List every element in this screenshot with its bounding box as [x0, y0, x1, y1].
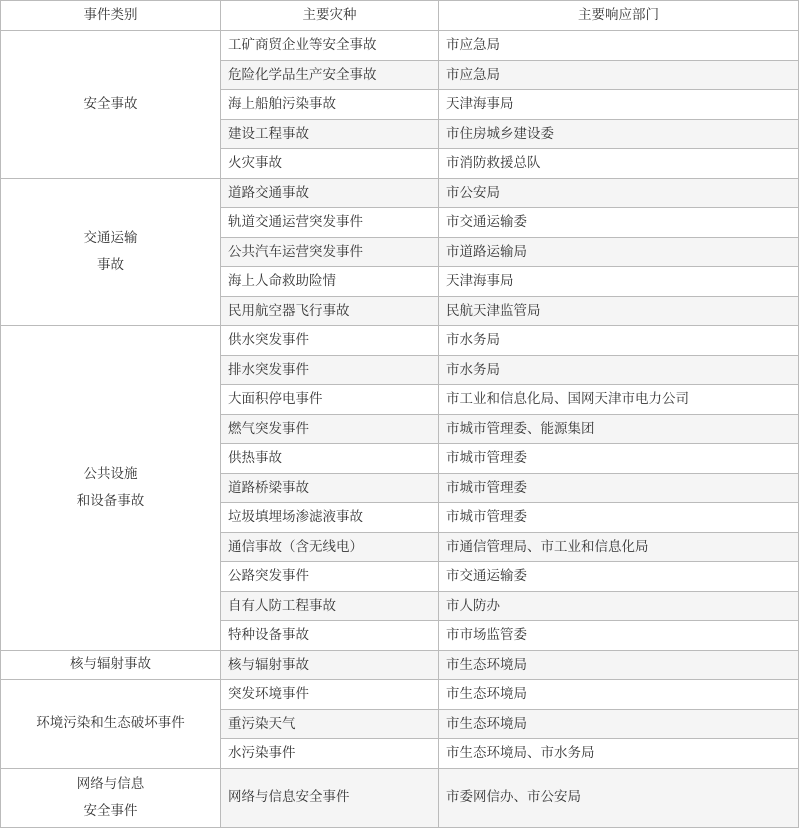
- response-department-cell: 市消防救援总队: [439, 149, 799, 179]
- response-department-cell: 市住房城乡建设委: [439, 119, 799, 149]
- response-department-cell: 市应急局: [439, 60, 799, 90]
- response-department-cell: 市城市管理委: [439, 503, 799, 533]
- hazard-cell: 突发环境事件: [221, 680, 439, 710]
- response-department-cell: 市公安局: [439, 178, 799, 208]
- response-department-cell: 市道路运输局: [439, 237, 799, 267]
- event-category-label: 事故: [97, 256, 124, 273]
- response-department-cell: 市委网信办、市公安局: [439, 768, 799, 827]
- event-category-cell: [1, 680, 221, 769]
- hazard-cell: 海上人命救助险情: [221, 267, 439, 297]
- header-event-category: 事件类别: [1, 1, 221, 31]
- table-header: [1, 1, 799, 31]
- response-department-cell: 市通信管理局、市工业和信息化局: [439, 532, 799, 562]
- hazard-cell: 特种设备事故: [221, 621, 439, 651]
- header-response-department: 主要响应部门: [439, 1, 799, 31]
- event-category-label: 环境污染和生态破坏事件: [36, 715, 185, 732]
- hazard-cell: 排水突发事件: [221, 355, 439, 385]
- hazard-cell: 海上船舶污染事故: [221, 90, 439, 120]
- hazard-cell: 道路桥梁事故: [221, 473, 439, 503]
- response-department-cell: 市水务局: [439, 326, 799, 356]
- response-department-cell: 天津海事局: [439, 90, 799, 120]
- header-row: [1, 1, 799, 31]
- response-department-cell: 市交通运输委: [439, 562, 799, 592]
- hazard-cell: 大面积停电事件: [221, 385, 439, 415]
- response-department-cell: 市水务局: [439, 355, 799, 385]
- response-department-cell: 市生态环境局、市水务局: [439, 739, 799, 769]
- event-category-label: 交通运输: [83, 229, 138, 246]
- hazard-cell: 垃圾填埋场渗滤液事故: [221, 503, 439, 533]
- response-department-cell: 市城市管理委: [439, 444, 799, 474]
- hazard-cell: 自有人防工程事故: [221, 591, 439, 621]
- response-department-cell: 市生态环境局: [439, 680, 799, 710]
- hazard-cell: 公共汽车运营突发事件: [221, 237, 439, 267]
- response-department-cell: 市生态环境局: [439, 709, 799, 739]
- event-category-cell: [1, 768, 221, 827]
- header-main-hazard: 主要灾种: [221, 1, 439, 31]
- event-category-label: 网络与信息: [76, 775, 145, 792]
- response-department-cell: 市工业和信息化局、国网天津市电力公司: [439, 385, 799, 415]
- event-category-label: 安全事件: [83, 802, 138, 819]
- hazard-cell: 通信事故（含无线电）: [221, 532, 439, 562]
- event-category-label: 核与辐射事故: [70, 656, 151, 673]
- hazard-cell: 网络与信息安全事件: [221, 768, 439, 827]
- table-row: [1, 178, 799, 208]
- event-category-cell: [1, 31, 221, 179]
- hazard-cell: 重污染天气: [221, 709, 439, 739]
- hazard-cell: 民用航空器飞行事故: [221, 296, 439, 326]
- hazard-cell: 核与辐射事故: [221, 650, 439, 680]
- response-department-cell: 市交通运输委: [439, 208, 799, 238]
- response-department-cell: 民航天津监管局: [439, 296, 799, 326]
- hazard-cell: 轨道交通运营突发事件: [221, 208, 439, 238]
- response-department-cell: 市人防办: [439, 591, 799, 621]
- table-row: [1, 650, 799, 680]
- hazard-cell: 危险化学品生产安全事故: [221, 60, 439, 90]
- response-department-cell: 市应急局: [439, 31, 799, 61]
- event-category-cell: [1, 650, 221, 680]
- hazard-cell: 公路突发事件: [221, 562, 439, 592]
- hazard-cell: 工矿商贸企业等安全事故: [221, 31, 439, 61]
- hazard-cell: 供热事故: [221, 444, 439, 474]
- hazard-cell: 道路交通事故: [221, 178, 439, 208]
- response-department-cell: 天津海事局: [439, 267, 799, 297]
- hazard-cell: 水污染事件: [221, 739, 439, 769]
- event-category-cell: [1, 326, 221, 651]
- event-category-label: 公共设施: [83, 465, 138, 482]
- response-department-cell: 市生态环境局: [439, 650, 799, 680]
- hazard-cell: 建设工程事故: [221, 119, 439, 149]
- table-body: [1, 31, 799, 828]
- hazard-cell: 火灾事故: [221, 149, 439, 179]
- response-department-cell: 市市场监管委: [439, 621, 799, 651]
- table-row: [1, 680, 799, 710]
- table-row: [1, 768, 799, 827]
- table-row: [1, 326, 799, 356]
- event-category-label: 安全事故: [83, 95, 138, 112]
- hazard-cell: 供水突发事件: [221, 326, 439, 356]
- table-row: [1, 31, 799, 61]
- response-department-cell: 市城市管理委、能源集团: [439, 414, 799, 444]
- event-category-cell: [1, 178, 221, 326]
- hazard-cell: 燃气突发事件: [221, 414, 439, 444]
- response-department-cell: 市城市管理委: [439, 473, 799, 503]
- event-category-label: 和设备事故: [76, 492, 145, 509]
